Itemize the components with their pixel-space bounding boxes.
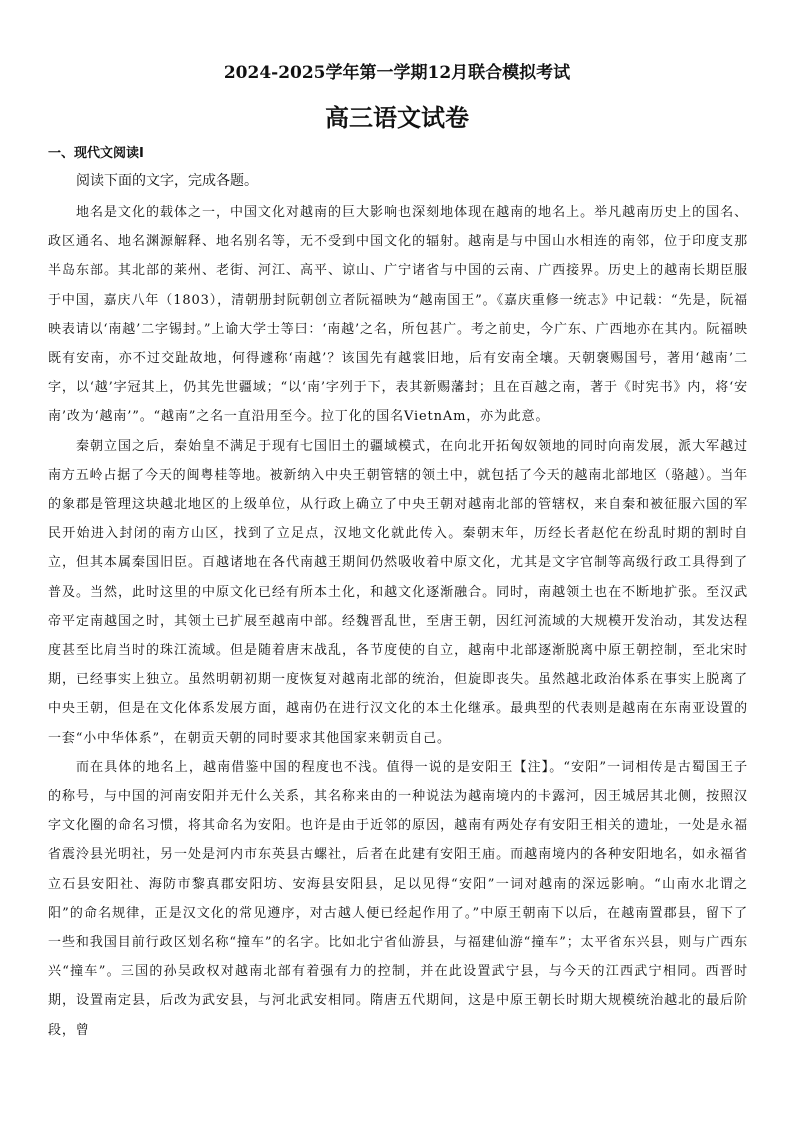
passage-paragraph-2: 秦朝立国之后，秦始皇不满足于现有七国旧土的疆域模式，在向北开拓匈奴领地的同时向南发展，派大军越过南方五岭占据了今天的闽粤桂等地。被新纳入中央王朝管辖的领土中，就包括了今天的越南北部地区（骆越）。当年的象郡是管理这块越北地区的上级单位，从行政上确立了中央王朝对越南北部的管辖权，来自秦和被征服六国的军民开始进入封闭的南方山区，找到了立足点，汉地文化就此传入。秦朝末年，历经长者赵佗在纷乱时期的割时自立，但其本属秦国旧臣。百越诸地在各代南越王期间仍然吸收着中原文化，尤其是文字官制等高级行政工具得到了普及。当然，此时这里的中原文化已经有所本土化，和越文化逐渐融合。同时，南越领土也在不断地扩张。至汉武帝平定南越国之时，其领土已扩展至越南中部。经魏晋乱世，至唐王朝，因红河流域的大规模开发治动，其发达程度甚至比肩当时的珠江流域。但是随着唐末战乱，各节度使的自立，越南中北部逐渐脱离中原王朝控制，至北宋时期，已经事实上独立。虽然明朝初期一度恢复对越南北部的统治，但旋即丧失。虽然越北政治体系在事实上脱离了中央王朝，但是在文化体系发展方面，越南仍在进行汉文化的本土化继承。最典型的代表则是越南在东南亚设置的一套“小中华体系”，在朝贡天朝的同时要求其他国家来朝贡自己。 <box>48 438 748 746</box>
section-heading: 一、现代文阅读I <box>48 146 144 161</box>
reading-instruction: 阅读下面的文字，完成各题。 <box>76 173 258 189</box>
passage-paragraph-1: 地名是文化的载体之一，中国文化对越南的巨大影响也深刻地体现在越南的地名上。举凡越南历史上的国名、政区通名、地名渊源解释、地名别名等，无不受到中国文化的辐射。越南是与中国山水相连的南邻，位于印度支那半岛东部。其北部的莱州、老街、河江、高平、谅山、广宁诸省与中国的云南、广西接界。历史上的越南长期臣服于中国，嘉庆八年（1803），清朝册封阮朝创立者阮福映为“越南国王”。《嘉庆重修一统志》中记载：“先是，阮福映表请以‘南越’二字锡封。”上谕大学士等曰：‘南越’之名，所包甚广。考之前史，今广东、广西地亦在其内。阮福映既有安南，亦不过交趾故地，何得遽称‘南越’？该国先有越裳旧地，后有安南全壤。天朝褒赐国号，著用‘越南’二字，以‘越’字冠其上，仍其先世疆域；“以‘南’字列于下，表其新赐藩封；且在百越之南，著于《时宪书》内，将‘安南’改为‘越南’”。“越南”之名一直沿用至今。拉丁化的国名VietnAm，亦为此意。 <box>48 205 748 425</box>
paper-subtitle: 高三语文试卷 <box>325 104 469 132</box>
passage-paragraph-3: 而在具体的地名上，越南借鉴中国的程度也不浅。值得一说的是安阳王【注】。“安阳”一词相传是古蜀国王子的称号，与中国的河南安阳并无什么关系，其名称来由的一种说法为越南境内的卡露河，因王城居其北侧，按照汉字文化圈的命名习惯，将其命名为安阳。也许是由于近邻的原因，越南有两处存有安阳王相关的遗址，一处是永福省震泠县光明社，另一处是河内市东英县古螺社，后者在此建有安阳王庙。而越南境内的各种安阳地名，如永福省立石县安阳社、海防市黎真郡安阳坊、安海县安阳县，足以见得“安阳”一词对越南的深远影响。“山南水北谓之阳”的命名规律，正是汉文化的常见遵序，对古越人便已经起作用了。”中原王朝南下以后，在越南置郡县，留下了一些和我国目前行政区划名称“撞车”的名字。比如北宁省仙游县，与福建仙游“撞车”；太平省东兴县，则与广西东兴“撞车”。三国的孙吴政权对越南北部有着强有力的控制，并在此设置武宁县，与今天的江西武宁相同。西晋时期，设置南定县，后改为武安县，与河北武安相同。隋唐五代期间，这是中原王朝长时期大规模统治越北的最后阶段，曾 <box>48 759 748 1038</box>
passage-body <box>48 198 748 1045</box>
exam-title: 2024-2025学年第一学期12月联合模拟考试 <box>223 63 571 83</box>
